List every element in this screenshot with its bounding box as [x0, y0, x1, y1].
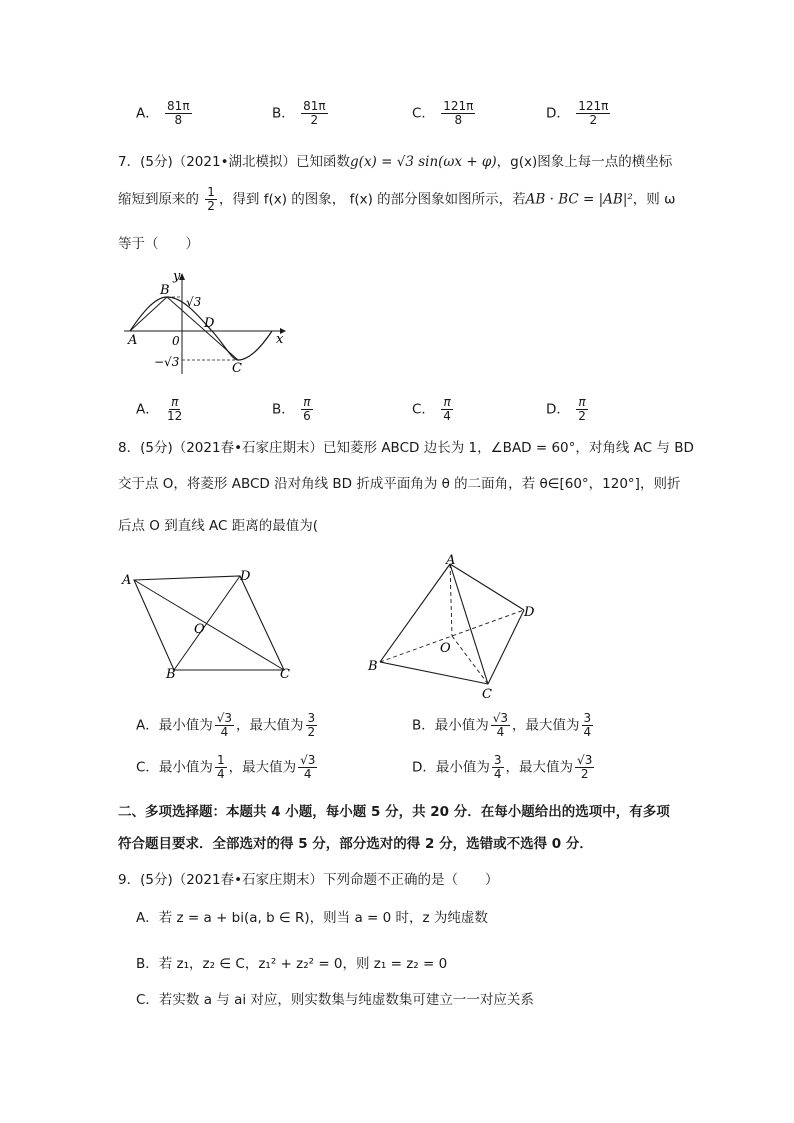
- q6-c-fraction: $\frac{121\pi}{8}$: [443, 99, 474, 127]
- q9-option-c: C．若实数 a 与 ai 对应，则实数集与纯虚数集可建立一一对应关系: [136, 992, 534, 1008]
- q6-b-fraction: $\frac{81\pi}{2}$: [303, 99, 326, 127]
- q6-option-c: C． $\frac{121\pi}{8}$: [412, 99, 474, 127]
- edge-ac: [450, 564, 488, 684]
- q8-line-1: 8．(5分)（2021春•石家庄期末）已知菱形 ABCD 边长为 1，∠BAD = 60°，对角线 AC 与 BD: [118, 440, 694, 456]
- label-d: D: [204, 316, 215, 331]
- fig1-label-d: D: [240, 569, 251, 584]
- q8-option-d: D．最小值为 $\frac{3}{4}$ ，最大值为 $\frac{√3}{2}$: [412, 753, 593, 781]
- edge-ad: [450, 564, 524, 610]
- label-sqrt3: √3: [186, 295, 202, 309]
- label-origin: 0: [172, 334, 180, 348]
- label-c: C: [232, 361, 242, 376]
- section2-heading-line-1: 二、多项选择题：本题共 4 小题，每小题 5 分，共 20 分．在每小题给出的选项中，有多项: [118, 804, 670, 820]
- fig2-label-o: O: [440, 641, 451, 656]
- q8-line-3: 后点 O 到直线 AC 距离的最值为(: [118, 518, 318, 534]
- q7-sine-graph: [120, 268, 290, 378]
- q9-option-b: B．若 z₁，z₂ ∈ C，z₁² + z₂² = 0，则 z₁ = z₂ = 0: [136, 956, 448, 972]
- fig2-label-d: D: [524, 605, 535, 620]
- diagonal-ac: [134, 580, 284, 670]
- fig2-label-b: B: [368, 659, 378, 674]
- q6-a-fraction: $\frac{81\pi}{8}$: [167, 99, 190, 127]
- q8-folded-figure: [366, 552, 546, 702]
- label-neg-sqrt3: −√3: [154, 355, 180, 369]
- edge-oc-hidden: [452, 636, 488, 684]
- label-b: B: [160, 283, 170, 298]
- segment-bc: [167, 297, 238, 360]
- segment-ab: [130, 297, 167, 331]
- fig1-label-c: C: [280, 667, 290, 682]
- q7-a-fraction: $\frac{\pi}{12}$: [167, 395, 183, 423]
- q8-rhombus-figure: [118, 566, 308, 686]
- q6-d-fraction: $\frac{121\pi}{2}$: [578, 99, 609, 127]
- q7-b-fraction: $\frac{\pi}{6}$: [303, 395, 311, 423]
- label-a: A: [128, 333, 138, 348]
- fig1-label-a: A: [122, 573, 132, 588]
- fig1-label-o: O: [194, 622, 205, 637]
- fig1-label-b: B: [166, 667, 176, 682]
- label-y: y: [173, 269, 181, 284]
- q9-stem: 9．(5分)（2021春•石家庄期末）下列命题不正确的是（ ）: [118, 872, 499, 888]
- q7-line-3: 等于（ ）: [118, 236, 199, 252]
- fig2-label-a: A: [446, 553, 456, 568]
- q8-line-2: 交于点 O，将菱形 ABCD 沿对角线 BD 折成平面角为 θ 的二面角，若 θ∈[60°，120°]，则折: [118, 476, 681, 492]
- q8-option-b: B．最小值为 $\frac{√3}{4}$ ，最大值为 $\frac{3}{4}$: [412, 711, 592, 739]
- q7-option-d: D． $\frac{\pi}{2}$: [546, 395, 586, 423]
- label-x: x: [276, 332, 284, 347]
- edge-ao-hidden: [450, 564, 452, 636]
- q7-d-fraction: $\frac{\pi}{2}$: [578, 395, 586, 423]
- q6-option-a: A． $\frac{81\pi}{8}$: [136, 99, 190, 127]
- q9-option-a: A．若 z = a + bi(a, b ∈ R)，则当 a = 0 时，z 为纯虚数: [136, 910, 488, 926]
- q7-line-1: 7．(5分)（2021•湖北模拟）已知函数g(x) = √3 sin(ωx + φ)，g(x)图象上每一点的横坐标: [118, 154, 673, 170]
- q6-option-d: D． $\frac{121\pi}{2}$: [546, 99, 609, 127]
- q8-option-a: A．最小值为 $\frac{√3}{4}$ ，最大值为 $\frac{3}{2}$: [136, 711, 316, 739]
- q7-line-2: 缩短到原来的 $\frac{1}{2}$ ，得到 f(x) 的图象， f(x) 的部分图象如图所示，若AB · BC = |AB|²，则 ω: [118, 185, 676, 213]
- q7-option-c: C． $\frac{\pi}{4}$: [412, 395, 451, 423]
- section2-heading-line-2: 符合题目要求．全部选对的得 5 分，部分选对的得 2 分，选错或不选得 0 分．: [118, 836, 593, 852]
- rhombus-outline: [134, 576, 284, 670]
- diagonal-bd: [174, 576, 240, 670]
- q7-option-b: B． $\frac{\pi}{6}$: [272, 395, 311, 423]
- edge-bc: [380, 662, 488, 684]
- q7-half-fraction: $\frac{1}{2}$: [207, 185, 215, 213]
- q7-option-a: A． $\frac{\pi}{12}$: [136, 395, 183, 423]
- fig2-label-c: C: [482, 687, 492, 702]
- q7-c-fraction: $\frac{\pi}{4}$: [443, 395, 451, 423]
- q6-option-b: B． $\frac{81\pi}{2}$: [272, 99, 326, 127]
- q8-option-c: C．最小值为 $\frac{1}{4}$ ，最大值为 $\frac{√3}{4}$: [136, 753, 316, 781]
